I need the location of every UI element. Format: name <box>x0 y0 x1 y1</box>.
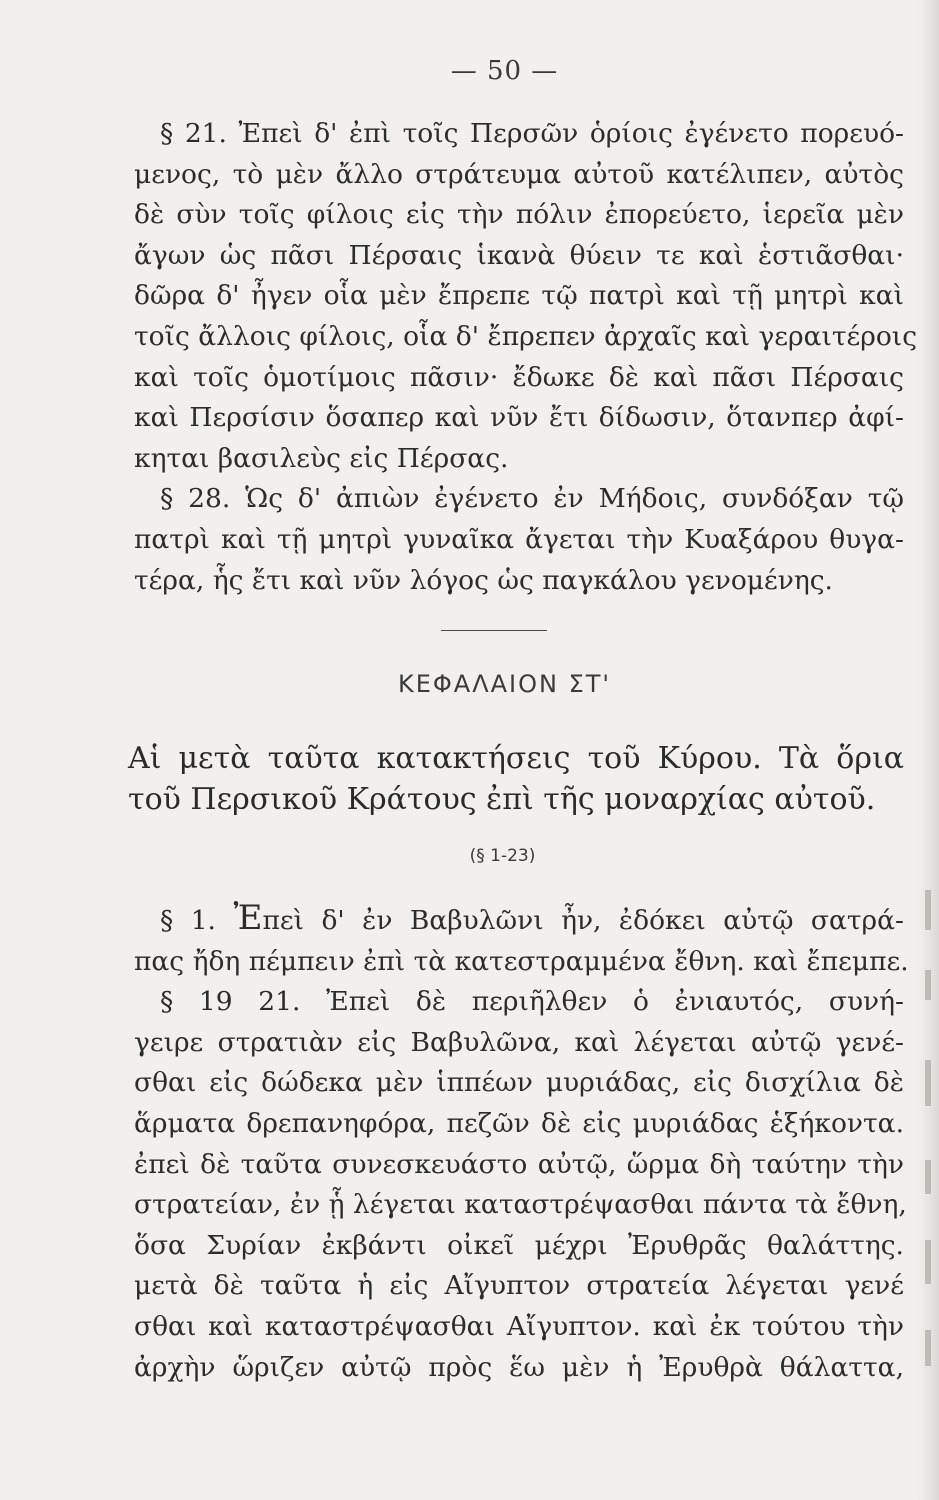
page-edge-marks <box>925 860 935 1420</box>
text-line: κηται βασιλεὺς εἰς Πέρσας. <box>134 442 509 474</box>
chapter-heading: ΚΕΦΑΛΑΙΟΝ ΣΤ' <box>397 670 612 698</box>
text-line: δὲ σὺν τοῖς φίλοις εἰς τὴν πόλιν ἐπορεύετο, ἱερεῖα μὲν <box>134 199 904 231</box>
chapter-title-line: Αἱ μετὰ ταῦτα κατακτήσεις τοῦ Κύρου. Τὰ ὅρια <box>128 741 904 776</box>
text-line: τοῖς ἄλλοις φίλοις, οἷα δ' ἔπρεπεν ἀρχαῖς καὶ γεραιτέροις <box>134 320 918 352</box>
page-number: — 50 — <box>450 56 559 86</box>
text-line: δῶρα δ' ἦγεν οἷα μὲν ἔπρεπε τῷ πατρὶ καὶ τῇ μητρὶ καὶ <box>134 280 904 312</box>
text-line: καὶ Περσίσιν ὅσαπερ καὶ νῦν ἔτι δίδωσιν, ὅτανπερ ἀφί- <box>134 402 904 434</box>
text-line: ἀρχὴν ὥριζεν αὐτῷ πρὸς ἕω μὲν ἡ Ἐρυθρὰ θάλαττα, <box>134 1351 904 1383</box>
first-line-rest: πεὶ δ' ἐν Βαβυλῶνι ἦν, ἐδόκει αὐτῷ σατρά- <box>262 905 904 936</box>
text-line <box>134 898 904 942</box>
text-line: πας ἤδη πέμπειν ἐπὶ τὰ κατεστραμμένα ἔθνη. καὶ ἔπεμπε. <box>134 945 909 977</box>
text-line: ἅρματα δρεπανηφόρα, πεζῶν δὲ εἰς μυριάδας ἑξήκοντα. <box>134 1107 904 1139</box>
text-line: § 28. Ὡς δ' ἀπιὼν ἐγένετο ἐν Μήδοις, συνδόξαν τῷ <box>160 483 904 515</box>
text-line: στρατείαν, ἐν ᾗ λέγεται καταστρέψασθαι πάντα τὰ ἔθνη, <box>134 1189 907 1221</box>
section-divider <box>441 630 547 631</box>
text-line: τέρα, ἧς ἔτι καὶ νῦν λόγος ὡς παγκάλου γενομένης. <box>134 564 833 596</box>
section-range: (§ 1-23) <box>469 846 536 866</box>
text-line: καὶ τοῖς ὁμοτίμοις πᾶσιν· ἔδωκε δὲ καὶ πᾶσι Πέρσαις <box>134 361 904 393</box>
chapter-title <box>128 738 904 820</box>
top-paragraphs <box>134 114 918 601</box>
text-line: σθαι καὶ καταστρέψασθαι Αἴγυπτον. καὶ ἐκ τούτου τὴν <box>134 1310 904 1342</box>
initial-letter: Ἐ <box>233 898 263 938</box>
text-line: § 21. Ἐπεὶ δ' ἐπὶ τοῖς Περσῶν ὁρίοις ἐγένετο πορευό- <box>160 118 904 149</box>
text-line: μενος, τὸ μὲν ἄλλο στράτευμα αὐτοῦ κατέλιπεν, αὐτὸς <box>134 158 904 190</box>
text-line: ἐπεὶ δὲ ταῦτα συνεσκευάστο αὐτῷ, ὥρμα δὴ ταύτην τὴν <box>134 1148 904 1180</box>
section-marker: § 1. <box>160 905 234 936</box>
bottom-paragraphs <box>134 898 909 1388</box>
text-line: σθαι εἰς δώδεκα μὲν ἱππέων μυριάδας, εἰς δισχίλια δὲ <box>134 1067 904 1099</box>
text-line: ἄγων ὡς πᾶσι Πέρσαις ἱκανὰ θύειν τε καὶ ἑστιᾶσθαι· <box>134 239 904 271</box>
text-line: μετὰ δὲ ταῦτα ἡ εἰς Αἴγυπτον στρατεία λέγεται γενέ <box>134 1270 904 1302</box>
text-line: πατρὶ καὶ τῇ μητρὶ γυναῖκα ἄγεται τὴν Κυαξάρου θυγα- <box>134 523 904 555</box>
text-line: ὅσα Συρίαν ἐκβάντι οἰκεῖ μέχρι Ἐρυθρᾶς θαλάττης. <box>134 1229 904 1261</box>
chapter-title-line: τοῦ Περσικοῦ Κράτους ἐπὶ τῆς μοναρχίας αὐτοῦ. <box>128 782 876 817</box>
text-line: § 19 21. Ἐπεὶ δὲ περιῆλθεν ὁ ἐνιαυτός, συνή- <box>160 986 904 1018</box>
text-line: γειρε στρατιὰν εἰς Βαβυλῶνα, καὶ λέγεται αὐτῷ γενέ- <box>134 1026 904 1058</box>
